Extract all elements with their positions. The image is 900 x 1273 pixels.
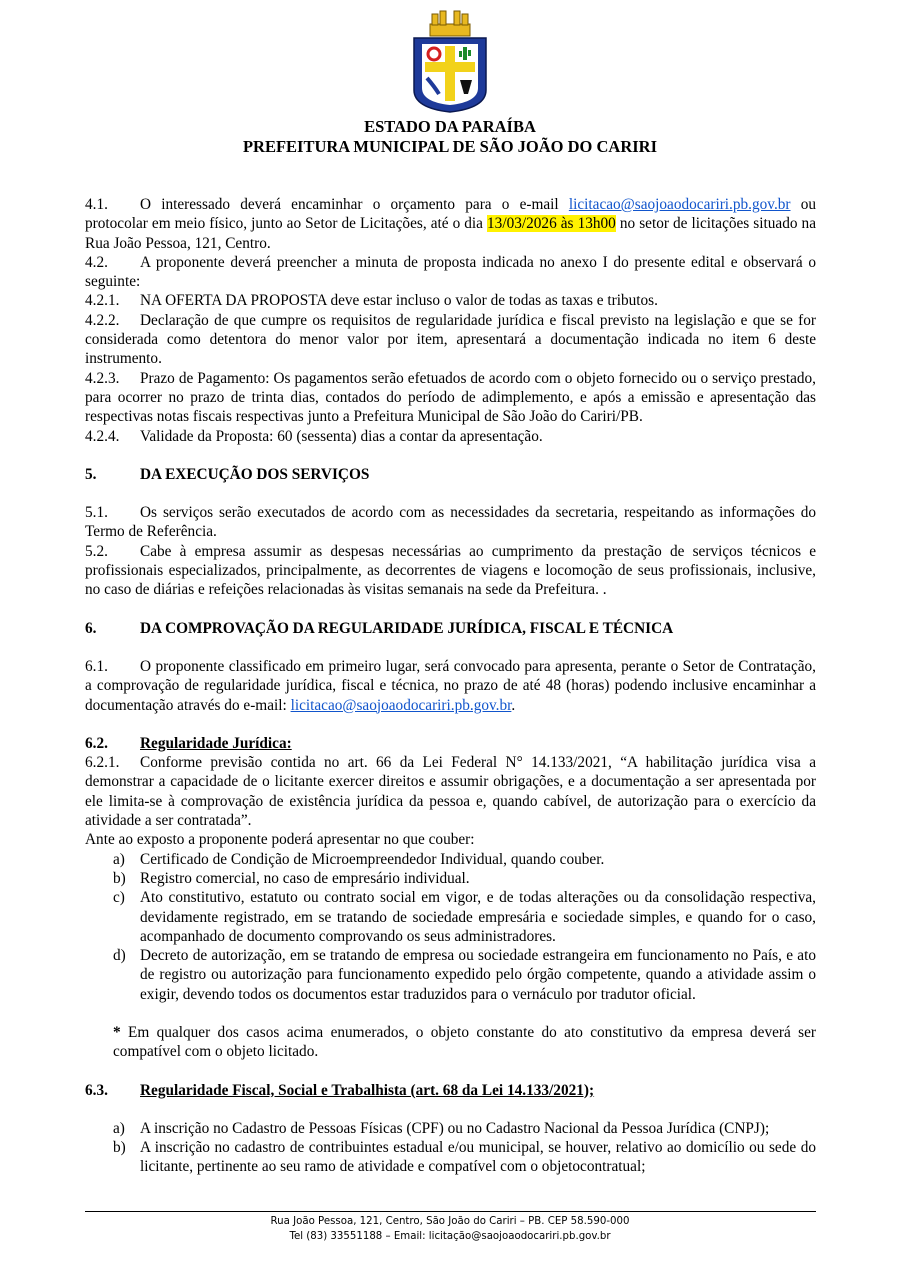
clause-number: 4.1. — [85, 196, 108, 213]
deadline-highlight: 13/03/2026 às 13h00 — [487, 215, 616, 233]
list-intro: Ante ao exposto a proponente poderá apresentar no que couber: — [85, 831, 475, 849]
clause-4-1: 4.1. O interessado deverá encaminhar o orçamento para o e-mail licitacao@saojoaodocariri.pb.gov.br ou protocolar em meio físico, junto ao Setor de Licitações, até o dia 13/03/2026 às 13h00 no setor de licitações situado na Rua João Pessoa, 121, Centro. — [85, 196, 816, 252]
list-item: b) Registro comercial, no caso de empresário individual. — [113, 869, 470, 887]
clause-5-2: 5.2. Cabe à empresa assumir as despesas necessárias ao cumprimento da prestação de serviços técnicos e profissionais especializados, principalmente, as decorrentes de viagens e locomoção de seus profissionais, inclusive, no caso de diárias e refeições relacionadas às visitas semanais na sede da Prefeitura. . — [85, 542, 816, 599]
clause-5-1: 5.1. Os serviços serão executados de acordo com as necessidades da secretaria, respeitando as informações do Termo de Referência. — [85, 504, 816, 541]
subsection-6-3-heading: 6.3. Regularidade Fiscal, Social e Trabalhista (art. 68 da Lei 14.133/2021); — [85, 1081, 595, 1099]
state-title: ESTADO DA PARAÍBA — [364, 117, 536, 136]
footer-contact: Tel (83) 33551188 – Email: licitação@saojoaodocariri.pb.gov.br — [289, 1231, 611, 1242]
clause-4-2-1: 4.2.1. NA OFERTA DA PROPOSTA deve estar incluso o valor de todas as taxas e tributos. — [85, 292, 658, 310]
subsection-6-2-heading: 6.2. Regularidade Jurídica: — [85, 734, 292, 752]
clause-4-2-2: 4.2.2. Declaração de que cumpre os requisitos de regularidade jurídica e fiscal previsto na legislação e que se for considerada como detentora do menor valor por item, apresentará a documentação indicada no item 6 deste instrumento. — [85, 311, 816, 368]
list-item: a) Certificado de Condição de Microempreendedor Individual, quando couber. — [113, 850, 605, 868]
section-6-heading: 6. DA COMPROVAÇÃO DA REGULARIDADE JURÍDICA, FISCAL E TÉCNICA — [85, 619, 674, 637]
email-link[interactable]: licitacao@saojoaodocariri.pb.gov.br — [568, 196, 791, 213]
clause-6-2-1: 6.2.1. Conforme previsão contida no art. 66 da Lei Federal N° 14.133/2021, “A habilitação jurídica visa a demonstrar a capacidade de o licitante exercer direitos e assumir obrigações, e a documentação a ser apresentada por ele limita-se à comprovação de existência jurídica da pessoa e, quando cabível, de autorização para o exercício da atividade a ser contratada”. — [85, 754, 816, 830]
juridical-documents-list — [85, 850, 816, 1004]
note-paragraph: * Em qualquer dos casos acima enumerados, o objeto constante do ato constitutivo da empresa deverá ser compatível com o objeto licitado. — [113, 1023, 816, 1061]
municipal-coat-of-arms — [408, 10, 492, 114]
clause-6-1: 6.1. O proponente classificado em primeiro lugar, será convocado para apresenta, perante o Setor de Contratação, a comprovação de regularidade jurídica, fiscal e técnica, no prazo de até 48 (horas) podendo inclusive encaminhar a documentação através do e-mail: licitacao@saojoaodocariri.pb.gov.br. — [85, 657, 816, 714]
clause-4-2-3: 4.2.3. Prazo de Pagamento: Os pagamentos serão efetuados de acordo com o objeto fornecido ou o serviço prestado, para ocorrer no prazo de trinta dias, contados do período de adimplemento, e após a emissão e apresentação das respectivas notas fiscais respectivas junto a Prefeitura Municipal de São João do Cariri/PB. — [85, 369, 816, 426]
prefecture-title: PREFEITURA MUNICIPAL DE SÃO JOÃO DO CARIRI — [242, 137, 658, 156]
list-item: c) Ato constitutivo, estatuto ou contrato social em vigor, e de todas alterações ou da consolidação respectiva, devidamente registrado, em se tratando de sociedade empresária e sociedade simples, e quando for o caso, acompanhado de documento comprovando os seus administradores. — [113, 889, 816, 945]
list-item: a) A inscrição no Cadastro de Pessoas Físicas (CPF) ou no Cadastro Nacional da Pessoa Jurídica (CNPJ); — [113, 1119, 770, 1137]
document-header — [0, 117, 900, 157]
list-item: b) A inscrição no cadastro de contribuintes estadual e/ou municipal, se houver, relativo ao domicílio ou sede do licitante, pertinente ao seu ramo de atividade e compatível com o objetocontratual; — [113, 1139, 816, 1176]
clause-4-2: 4.2. A proponente deverá preencher a minuta de proposta indicada no anexo I do presente edital e observará o seguinte: — [85, 253, 816, 291]
section-5-heading: 5. DA EXECUÇÃO DOS SERVIÇOS — [85, 465, 370, 483]
fiscal-documents-list — [85, 1119, 816, 1177]
clause-4-2-4: 4.2.4. Validade da Proposta: 60 (sessenta) dias a contar da apresentação. — [85, 427, 543, 445]
list-item: d) Decreto de autorização, em se tratando de empresa ou sociedade estrangeira em funcionamento no País, e ato de registro ou autorização para funcionamento expedido pelo órgão competente, quando a atividade assim o exigir, devendo todos os documentos estar traduzidos para o vernáculo por tradutor oficial. — [113, 947, 816, 1003]
page-footer — [0, 1214, 900, 1244]
email-link[interactable]: licitacao@saojoaodocariri.pb.gov.br — [290, 696, 512, 714]
footer-address: Rua João Pessoa, 121, Centro, São João do Cariri – PB. CEP 58.590-000 — [270, 1216, 630, 1227]
footer-divider — [85, 1211, 816, 1212]
document-body — [85, 195, 816, 1177]
